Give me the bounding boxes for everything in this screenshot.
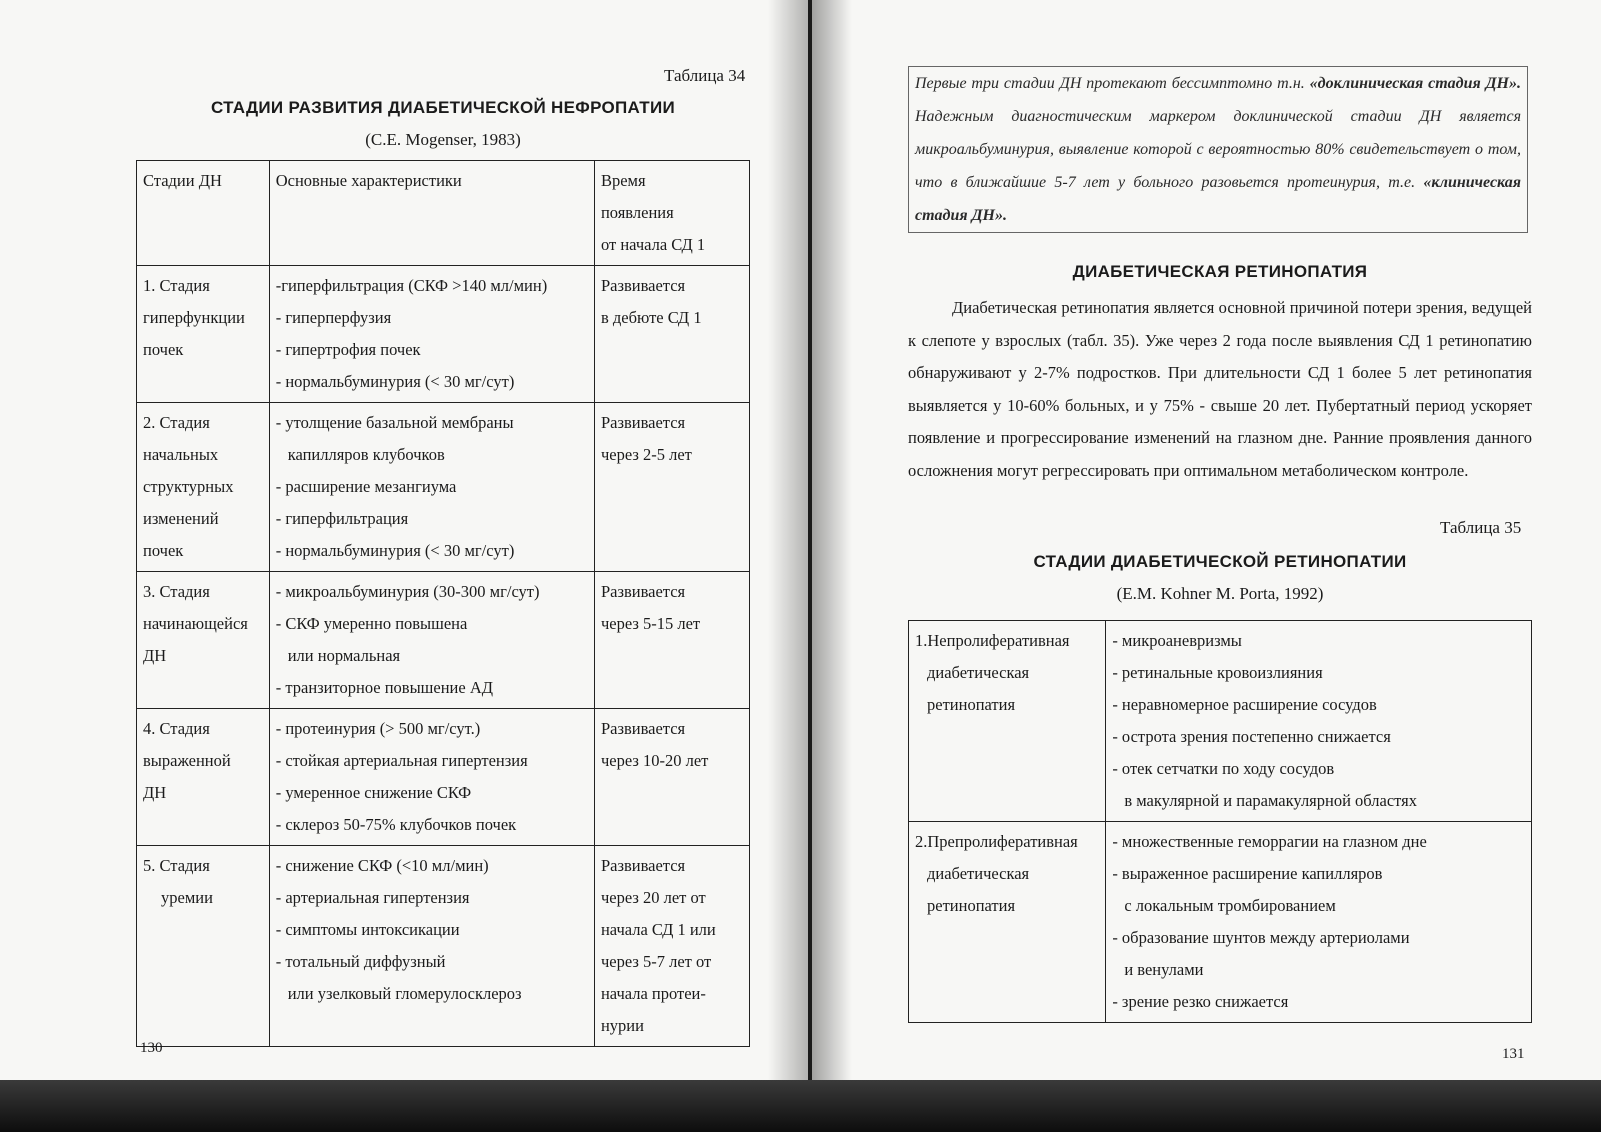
gutter-shadow	[812, 0, 852, 1106]
page-number: 131	[1502, 1046, 1525, 1062]
features-cell: - утолщение базальной мембраны капилляров клубочков - расширение мезангиума - гиперфильтрация - нормальбуминурия (< 30 мг/сут)	[269, 403, 594, 572]
note-text: Первые три стадии ДН протекают бессимптомно т.н.	[915, 75, 1310, 92]
stage-cell: 1. Стадия гиперфункции почек	[137, 266, 270, 403]
table-row	[909, 822, 1532, 1023]
table-row	[137, 709, 750, 846]
header-stage: Стадии ДН	[137, 161, 270, 266]
time-cell: Развивается через 10-20 лет	[594, 709, 749, 846]
table-35	[908, 620, 1532, 1023]
table-row	[137, 266, 750, 403]
table-34-title: СТАДИИ РАЗВИТИЯ ДИАБЕТИЧЕСКОЙ НЕФРОПАТИИ	[211, 98, 675, 117]
note-text: Надежным диагностическим маркером доклинической стадии ДН является микроальбуминурия, выявление которой с вероятностью 80% свидетельствует о том, что в ближайшие 5-7 лет у больного разовьется протеинурия, т.е.	[915, 108, 1521, 191]
table-row	[137, 572, 750, 709]
features-cell: -гиперфильтрация (СКФ >140 мл/мин) - гиперперфузия - гипертрофия почек - нормальбуминурия (< 30 мг/сут)	[269, 266, 594, 403]
table-header-row	[137, 161, 750, 266]
gutter-shadow	[768, 0, 808, 1106]
section-title: ДИАБЕТИЧЕСКАЯ РЕТИНОПАТИЯ	[1072, 262, 1368, 281]
table-row	[137, 403, 750, 572]
features-cell: - протеинурия (> 500 мг/сут.) - стойкая артериальная гипертензия - умеренное снижение СКФ - склероз 50-75% клубочков почек	[269, 709, 594, 846]
stage-cell: 5. Стадия уремии	[137, 846, 270, 1047]
stage-cell: 2. Стадия начальных структурных изменений почек	[137, 403, 270, 572]
features-cell: - микроальбуминурия (30-300 мг/сут) - СКФ умеренно повышена или нормальная - транзиторное повышение АД	[269, 572, 594, 709]
table-35-title: СТАДИИ ДИАБЕТИЧЕСКОЙ РЕТИНОПАТИИ	[1033, 552, 1407, 571]
table-row	[137, 846, 750, 1047]
note-emphasis: «доклиническая стадия ДН».	[1309, 75, 1521, 92]
features-cell: - множественные геморрагии на глазном дне - выраженное расширение капилляров с локальным тромбированием - образование шунтов между артериолами и венулами - зрение резко снижается	[1106, 822, 1532, 1023]
table-35-source: (E.M. Kohner M. Porta, 1992)	[1116, 584, 1324, 603]
time-cell: Развивается через 5-15 лет	[594, 572, 749, 709]
header-features: Основные характеристики	[269, 161, 594, 266]
retinopathy-paragraph: Диабетическая ретинопатия является основной причиной потери зрения, ведущей к слепоте у взрослых (табл. 35). Уже через 2 года после выявления СД 1 ретинопатию обнаруживают у 2-7% подростков. При длительности СД 1 более 5 лет ретинопатия выявляется у 10-60% больных, и у 75% - свыше 20 лет. Пубертатный период ускоряет появление и прогрессирование изменений на глазном дне. Ранние проявления данного осложнения могут регрессировать при оптимальном метаболическом контроле.	[908, 298, 1532, 480]
table-34-caption: Таблица 34	[664, 66, 746, 85]
stage-cell: 3. Стадия начинающейся ДН	[137, 572, 270, 709]
features-cell: - микроаневризмы - ретинальные кровоизлияния - неравномерное расширение сосудов - острота зрения постепенно снижается - отек сетчатки по ходу сосудов в макулярной и парамакулярной областях	[1106, 621, 1532, 822]
header-time: Время появления от начала СД 1	[594, 161, 749, 266]
table-35-caption: Таблица 35	[1440, 518, 1522, 537]
table-row	[909, 621, 1532, 822]
left-page	[0, 0, 808, 1106]
time-cell: Развивается в дебюте СД 1	[594, 266, 749, 403]
table-34	[136, 160, 750, 1047]
stage-cell: 4. Стадия выраженной ДН	[137, 709, 270, 846]
time-cell: Развивается через 2-5 лет	[594, 403, 749, 572]
time-cell: Развивается через 20 лет от начала СД 1 или через 5-7 лет от начала протеи- нурии	[594, 846, 749, 1047]
page-number: 130	[140, 1040, 163, 1056]
right-page	[812, 0, 1601, 1106]
features-cell: - снижение СКФ (<10 мл/мин) - артериальная гипертензия - симптомы интоксикации - тотальный диффузный или узелковый гломерулосклероз	[269, 846, 594, 1047]
preclinical-note-box	[908, 66, 1528, 233]
note-emphasis: «клиническая стадия ДН».	[915, 174, 1521, 224]
book-bottom-edge	[0, 1080, 1601, 1132]
stage-cell: 1.Непролиферативная диабетическая ретинопатия	[909, 621, 1106, 822]
stage-cell: 2.Препролиферативная диабетическая ретинопатия	[909, 822, 1106, 1023]
table-34-source: (С.Е. Mogenser, 1983)	[365, 130, 521, 149]
